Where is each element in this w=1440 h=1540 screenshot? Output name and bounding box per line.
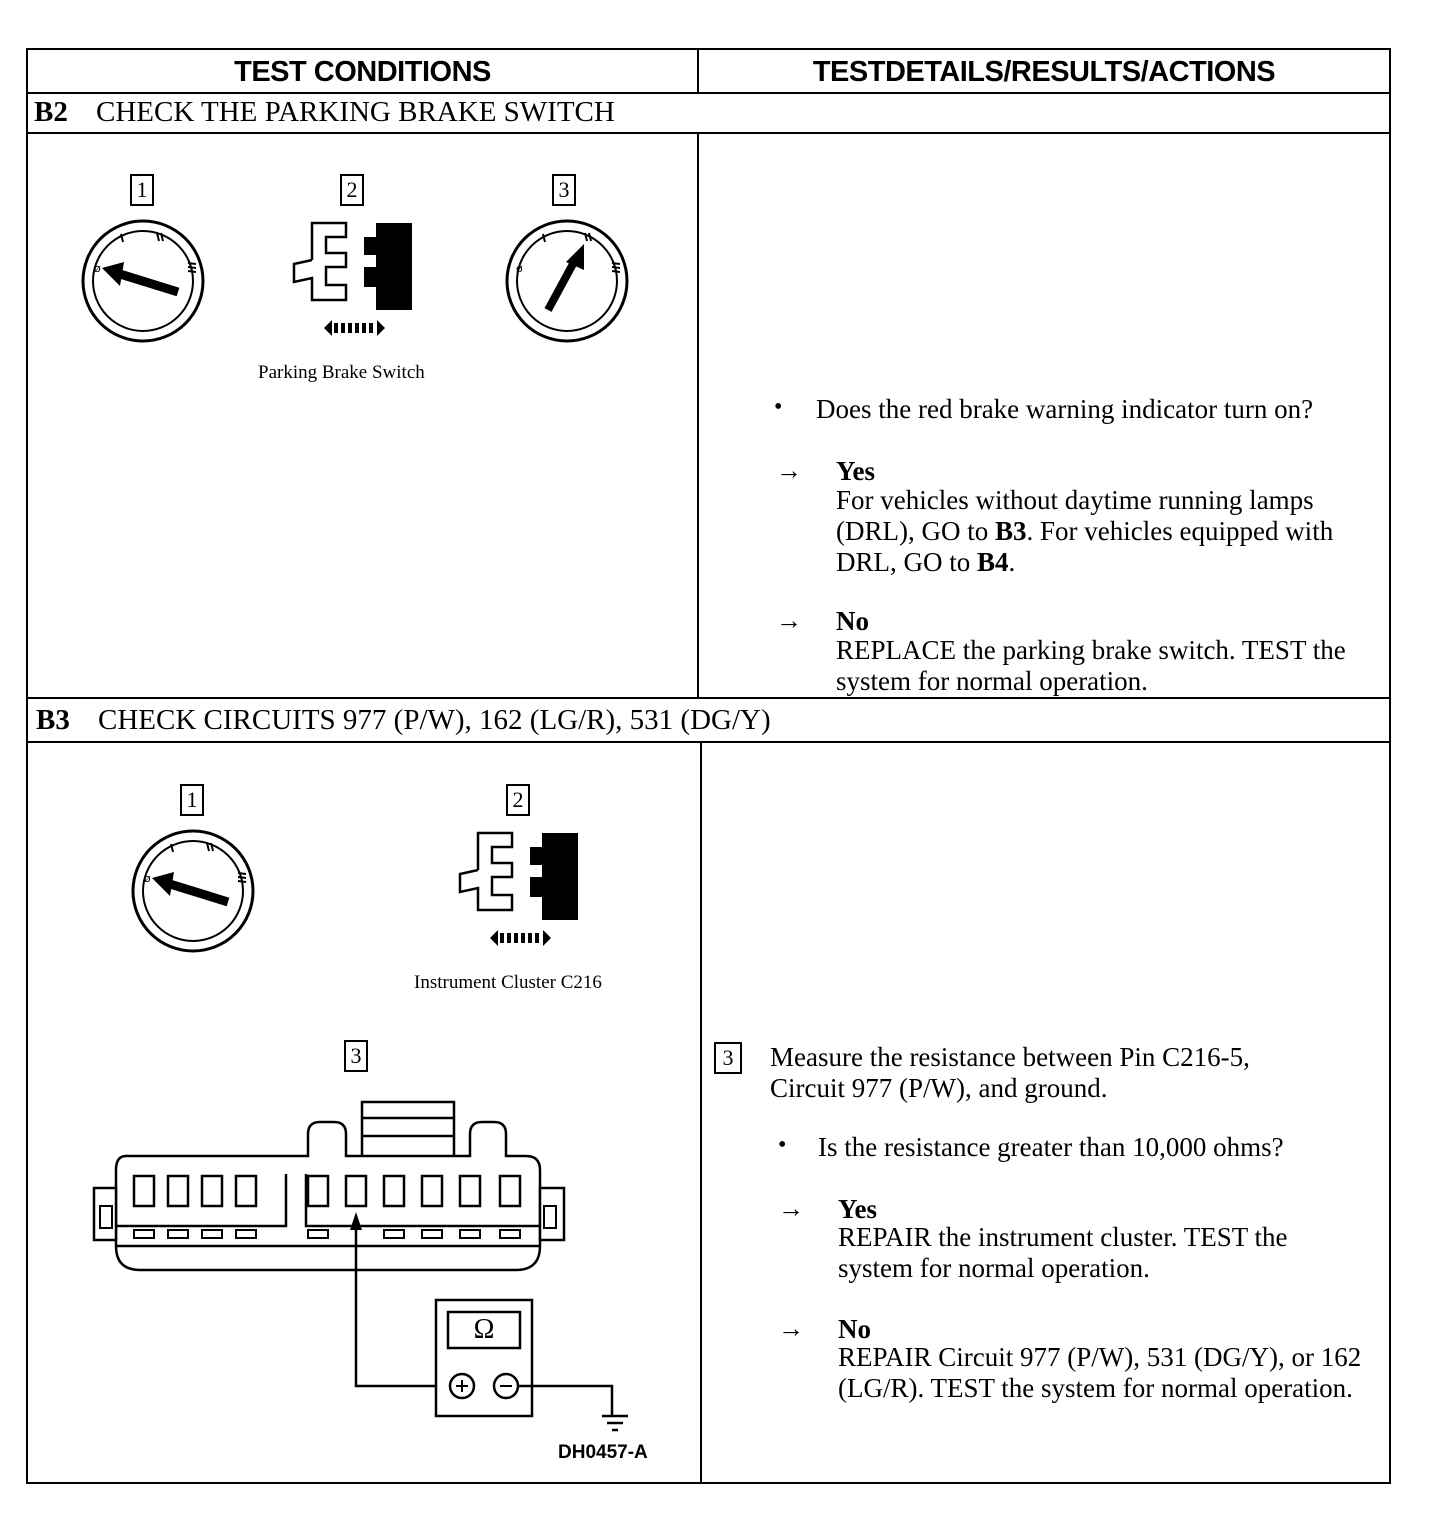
column-divider-b2 — [697, 132, 699, 698]
figure-id: DH0457-A — [558, 1442, 648, 1463]
svg-text:ø: ø — [94, 262, 101, 275]
ground-icon — [600, 1414, 630, 1436]
table-border-top — [26, 48, 1390, 50]
b2-yes-ref-b3: B3 — [994, 516, 1027, 546]
b3-question: Is the resistance greater than 10,000 ohms? — [818, 1132, 1284, 1162]
b2-title: CHECK THE PARKING BRAKE SWITCH — [96, 96, 615, 128]
ohm-symbol: Ω — [473, 1314, 495, 1345]
b2-callout-3: 3 — [552, 174, 576, 206]
b2-yes-arrow-icon: → — [776, 456, 802, 485]
b3-callout-3: 3 — [344, 1040, 368, 1072]
b3-yes-label: Yes — [838, 1194, 877, 1224]
b2-title-rule — [26, 132, 1391, 134]
b2-code: B2 — [34, 96, 68, 128]
svg-text:ø: ø — [516, 262, 523, 275]
b2-no-label: No — [836, 606, 869, 636]
b2-yes-text — [836, 485, 1384, 578]
b3-question-bullet: • — [778, 1132, 787, 1158]
svg-text:ø: ø — [144, 872, 151, 885]
b3-callout-1: 1 — [180, 784, 204, 816]
b2-yes-text-c: . — [1008, 547, 1016, 577]
b3-title: CHECK CIRCUITS 977 (P/W), 162 (LG/R), 531 (DG/Y) — [98, 704, 771, 736]
header-rule — [26, 92, 1391, 94]
b2-no-arrow-icon: → — [776, 606, 802, 635]
b2-callout-1: 1 — [130, 174, 154, 206]
header-test-conditions: TEST CONDITIONS — [234, 56, 491, 88]
b3-yes-arrow-icon: → — [778, 1194, 804, 1223]
b3-step-text: Measure the resistance between Pin C216-5, Circuit 977 (P/W), and ground. — [770, 1042, 1250, 1103]
b3-no-label: No — [838, 1314, 871, 1344]
table-border-bottom — [26, 1482, 1391, 1484]
b3-no-arrow-icon: → — [778, 1314, 804, 1343]
b2-figure-caption: Parking Brake Switch — [258, 362, 425, 383]
b2-yes-label: Yes — [836, 456, 875, 486]
b3-title-bottom-rule — [26, 741, 1391, 743]
b3-section-title — [36, 704, 771, 737]
header-test-details: TESTDETAILS/RESULTS/ACTIONS — [812, 56, 1276, 88]
b3-ignition-off-icon — [130, 828, 256, 954]
b2-callout-2: 2 — [340, 174, 364, 206]
b2-section-title — [34, 96, 615, 129]
b3-connector-icon — [456, 830, 586, 960]
b2-yes-text-a: For vehicles without daytime running lamps (DRL), GO to — [836, 485, 1314, 546]
b2-question: Does the red brake warning indicator turn on? — [816, 394, 1314, 424]
b2-no-text: REPLACE the parking brake switch. TEST the system for normal operation. — [836, 635, 1346, 696]
table-border-left — [26, 48, 28, 1484]
table-border-right — [1389, 48, 1391, 1484]
b2-connector-icon — [290, 220, 420, 350]
b3-step-callout: 3 — [714, 1042, 742, 1074]
b3-callout-2: 2 — [506, 784, 530, 816]
b3-connector-face-icon — [90, 1098, 570, 1428]
b2-ignition-run-icon — [504, 218, 630, 344]
b2-yes-text-b: . For vehicles equipped with DRL, GO to — [836, 516, 1334, 577]
b2-yes-ref-b4: B4 — [977, 547, 1009, 577]
column-divider-b3 — [700, 741, 702, 1483]
b3-code: B3 — [36, 704, 70, 736]
b3-figure-caption: Instrument Cluster C216 — [414, 972, 602, 993]
b3-title-top-rule — [26, 697, 1391, 699]
b3-no-text: REPAIR Circuit 977 (P/W), 531 (DG/Y), or 162 (LG/R). TEST the system for normal operation. — [838, 1342, 1362, 1403]
b2-ignition-off-icon — [80, 218, 206, 344]
b2-question-bullet: • — [774, 394, 783, 420]
b3-yes-text: REPAIR the instrument cluster. TEST the system for normal operation. — [838, 1222, 1288, 1283]
